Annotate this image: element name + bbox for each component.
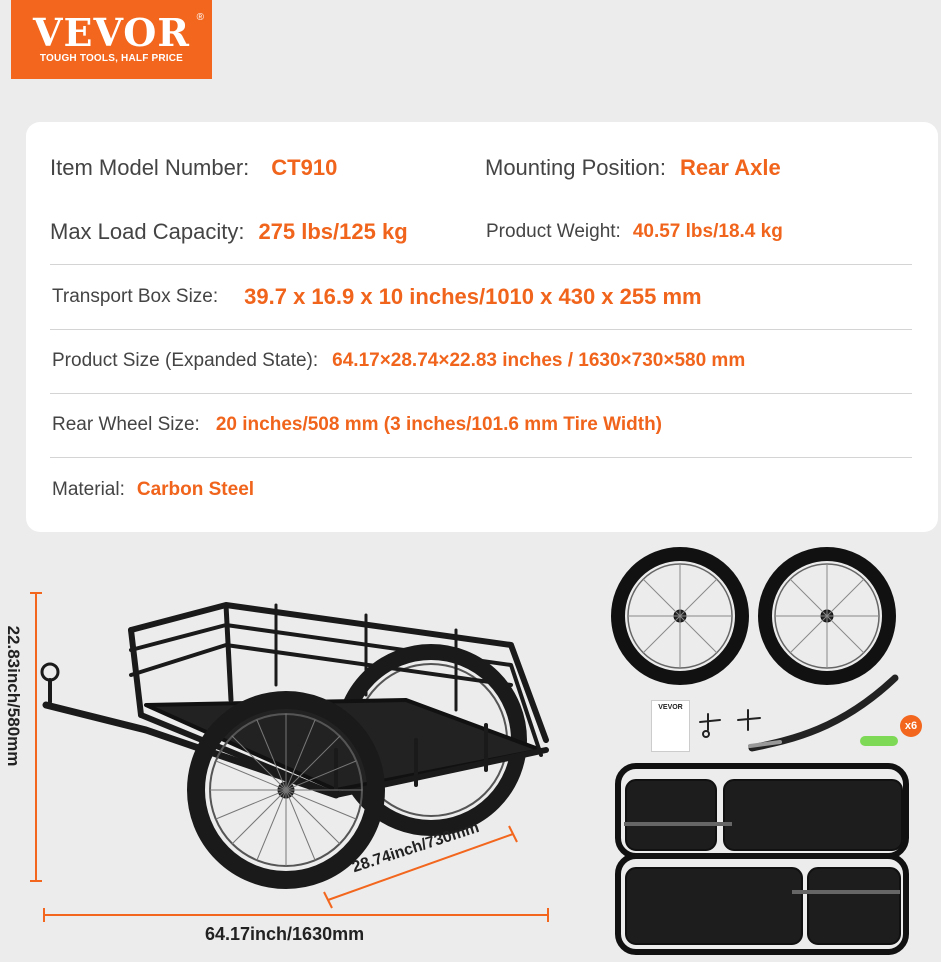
spec-mounting [485,136,781,200]
spec-size-label: Product Size (Expanded State): [52,350,319,371]
spec-box-label: Transport Box Size: [52,286,219,307]
spec-weight-label: Product Weight: [486,221,621,242]
spec-wheel-label: Rear Wheel Size: [52,414,200,435]
spec-weight [486,200,783,264]
width-dimension-label: 28.74inch/730mm [350,819,482,877]
manual-brand: VEVOR [658,704,683,711]
spec-weight-value: 40.57 lbs/18.4 kg [632,221,783,242]
spec-wheel-value: 20 inches/508 mm (3 inches/101.6 mm Tire Width) [215,414,663,435]
spec-model-label: Item Model Number: [50,155,250,180]
spec-size [52,329,745,393]
pin-count-badge: x6 [900,715,922,737]
spec-max-load-label: Max Load Capacity: [50,219,245,244]
spec-mounting-value: Rear Axle [680,155,781,180]
spec-box-value: 39.7 x 16.9 x 10 inches/1010 x 430 x 255 mm [244,284,702,309]
length-dimension-label: 64.17inch/1630mm [205,924,365,944]
logo-tagline: TOUGH TOOLS, HALF PRICE [39,53,184,64]
vevor-logo [11,0,212,79]
spec-row-load [50,200,912,265]
spec-row-material [50,458,912,522]
spec-material [52,458,254,522]
spec-row-size [50,329,912,394]
spec-row-box [50,265,912,330]
spec-row-model [50,136,912,200]
spec-material-label: Material: [52,479,125,500]
rack-panels-image [612,760,912,960]
spec-box [52,265,702,329]
spec-card [26,122,938,532]
height-dimension-label: 22.83inch/580mm [4,625,23,767]
logo-brand: VEVOR [33,10,190,55]
spec-model [50,136,337,200]
hitch-parts-image [690,670,930,760]
spec-size-value: 64.17×28.74×22.83 inches / 1630×730×580 mm [332,350,746,371]
spec-max-load [50,200,408,264]
spec-mounting-label: Mounting Position: [485,155,666,180]
spec-model-value: CT910 [271,155,338,180]
manual-booklet [651,700,690,752]
spec-wheel [52,393,662,457]
spec-material-value: Carbon Steel [136,479,255,500]
spec-row-wheel [50,393,912,458]
logo-registered-mark: ® [196,12,204,23]
length-dimension-line [38,905,558,925]
spec-max-load-value: 275 lbs/125 kg [258,219,408,244]
